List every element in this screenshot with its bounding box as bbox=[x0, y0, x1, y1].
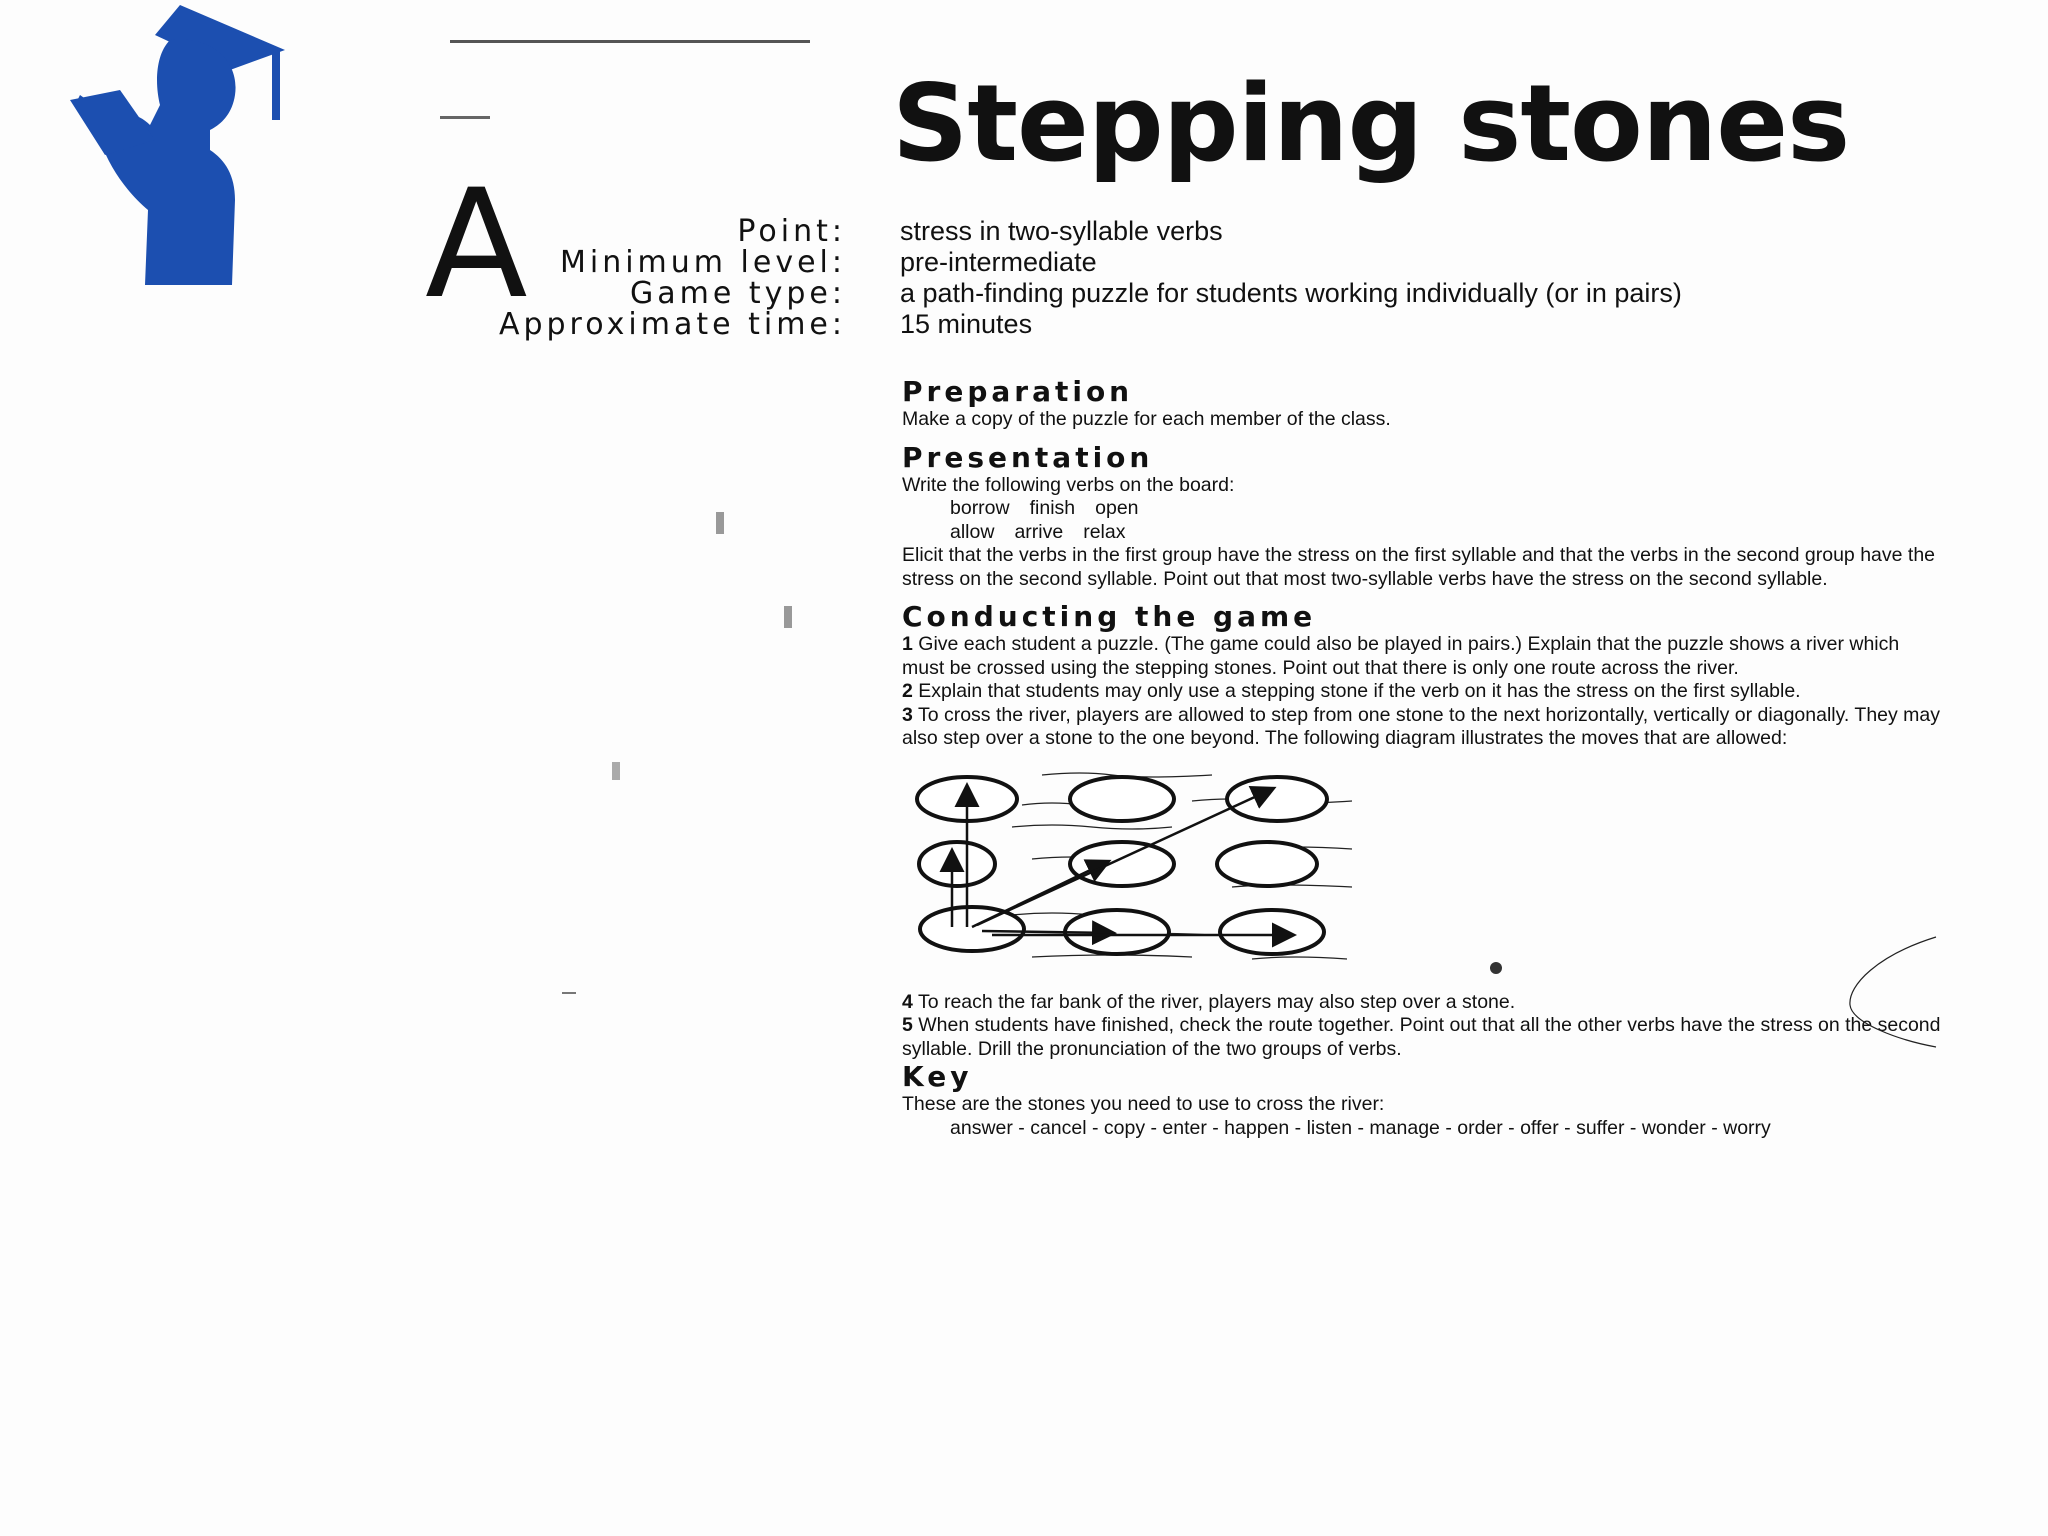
key-section bbox=[902, 1061, 1942, 1140]
moves-diagram bbox=[912, 767, 1352, 967]
step-text: When students have finished, check the route together. Point out that all the other verbs have the stress on the second syllable. Drill the pronunciation of the two groups of verbs. bbox=[902, 1014, 1941, 1060]
meta-label-time: Approximate time: bbox=[498, 307, 846, 342]
scan-speck bbox=[716, 512, 724, 534]
graduate-logo-icon bbox=[60, 0, 300, 290]
conducting-heading: Conducting the game bbox=[902, 600, 1317, 633]
step-5 bbox=[902, 1014, 1942, 1061]
key-intro: These are the stones you need to use to cross the river: bbox=[902, 1093, 1385, 1115]
meta-value-type: a path-finding puzzle for students working individually (or in pairs) bbox=[900, 278, 1682, 308]
step-number: 3 bbox=[902, 703, 913, 726]
step-4 bbox=[902, 991, 1942, 1015]
scan-speck bbox=[1490, 962, 1502, 974]
step-3 bbox=[902, 704, 1942, 751]
preparation-section bbox=[902, 376, 1942, 432]
step-number: 1 bbox=[902, 633, 913, 655]
stone bbox=[1070, 842, 1174, 886]
verb: relax bbox=[1083, 520, 1126, 543]
top-mark bbox=[440, 116, 490, 119]
scan-speck bbox=[562, 992, 576, 994]
step-text: Give each student a puzzle. (The game could also be played in pairs.) Explain that the puzzle shows a river which must be crossed using the stepping stones. Point out that there is only one route across the river. bbox=[902, 633, 1900, 679]
presentation-section bbox=[902, 442, 1942, 592]
step-text: Explain that students may only use a stepping stone if the verb on it has the stress on the first syllable. bbox=[918, 680, 1801, 702]
stone bbox=[1217, 842, 1317, 886]
verb: arrive bbox=[1014, 520, 1064, 543]
key-heading: Key bbox=[902, 1060, 973, 1093]
presentation-text: Elicit that the verbs in the first group have the stress on the first syllable and that the verbs in the second group have the stress on the second syllable. Point out that most two-syllable verbs have the stress on the second syllable. bbox=[902, 544, 1936, 590]
step-number: 5 bbox=[902, 1014, 913, 1036]
scan-speck bbox=[784, 606, 792, 628]
meta-label-point: Point: bbox=[737, 214, 846, 249]
presentation-heading: Presentation bbox=[902, 440, 1154, 474]
step-number: 4 bbox=[902, 990, 913, 1013]
verb: open bbox=[1095, 497, 1139, 519]
meta-value-point: stress in two-syllable verbs bbox=[900, 216, 1223, 246]
meta-values bbox=[900, 216, 1682, 340]
stone bbox=[1227, 777, 1327, 821]
stone bbox=[919, 842, 995, 886]
preparation-heading: Preparation bbox=[902, 375, 1134, 408]
page-title: Stepping stones bbox=[892, 62, 1850, 185]
stone bbox=[920, 907, 1024, 951]
scan-artifact bbox=[1838, 935, 1938, 1055]
preparation-text: Make a copy of the puzzle for each member of the class. bbox=[902, 408, 1391, 430]
meta-value-time: 15 minutes bbox=[900, 309, 1033, 339]
instructions bbox=[902, 376, 1942, 1140]
step-number: 2 bbox=[902, 680, 913, 702]
step-2 bbox=[902, 680, 1942, 704]
meta-labels bbox=[499, 216, 846, 340]
top-rule bbox=[450, 40, 810, 43]
scan-speck bbox=[612, 762, 620, 780]
meta-value-level: pre-intermediate bbox=[900, 247, 1097, 277]
verb: allow bbox=[950, 520, 995, 543]
verb-group-2 bbox=[902, 521, 1942, 545]
verb: borrow bbox=[950, 497, 1010, 519]
verb-group-1 bbox=[902, 497, 1942, 521]
presentation-intro: Write the following verbs on the board: bbox=[902, 473, 1235, 496]
meta-label-level: Minimum level: bbox=[559, 245, 846, 280]
stone bbox=[1220, 910, 1324, 954]
meta-label-type: Game type: bbox=[630, 276, 846, 311]
verb: finish bbox=[1029, 497, 1076, 519]
conducting-section bbox=[902, 601, 1942, 1061]
step-text: To reach the far bank of the river, players may also step over a stone. bbox=[917, 990, 1516, 1013]
section-letter: A bbox=[425, 158, 528, 332]
stone bbox=[1070, 777, 1174, 821]
key-words: answer - cancel - copy - enter - happen - listen - manage - order - offer - suffer - wonder - worry bbox=[950, 1116, 1771, 1139]
step-1 bbox=[902, 633, 1942, 680]
step-text: To cross the river, players are allowed to step from one stone to the next horizontally, vertically or diagonally. They may also step over a stone to the one beyond. The following diagram illustrates the moves that are allowed: bbox=[902, 703, 1941, 749]
